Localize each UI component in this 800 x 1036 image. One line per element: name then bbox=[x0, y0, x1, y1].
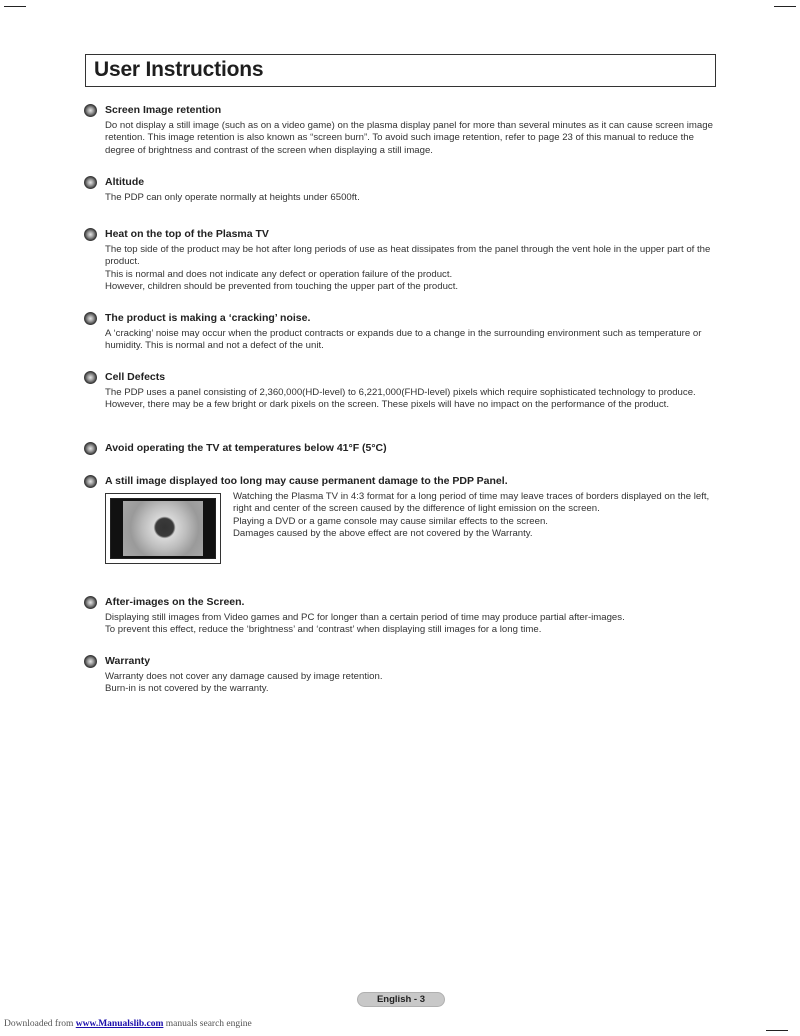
bullet-icon bbox=[84, 475, 97, 488]
bullet-icon bbox=[84, 371, 97, 384]
manualslib-link[interactable]: www.Manualslib.com bbox=[75, 1019, 164, 1029]
section-title: Avoid operating the TV at temperatures below 41°F (5°C) bbox=[105, 442, 387, 454]
paragraph: The PDP can only operate normally at heights under 6500ft. bbox=[105, 192, 360, 203]
section-cell-defects bbox=[84, 371, 714, 412]
crop-mark-top-right bbox=[774, 6, 796, 7]
paragraph: Warranty does not cover any damage caused by image retention. bbox=[105, 671, 383, 682]
bullet-icon bbox=[84, 312, 97, 325]
bullet-icon bbox=[84, 442, 97, 455]
download-footer bbox=[4, 1019, 252, 1029]
section-title: Heat on the top of the Plasma TV bbox=[105, 228, 269, 240]
section-title: After-images on the Screen. bbox=[105, 596, 245, 608]
sunflower-picture bbox=[123, 501, 203, 556]
section-still-image-damage bbox=[84, 475, 714, 566]
section-cracking-noise bbox=[84, 312, 714, 353]
section-body bbox=[105, 328, 714, 353]
paragraph: Do not display a still image (such as on a video game) on the plasma display panel for more than several minutes as it can cause screen image retention. This image retention is also known as “screen burn”. To avoid such image retention, refer to page 23 of this manual to reduce the degree of brightness and contrast of the screen when displaying a still image. bbox=[105, 120, 713, 156]
section-temperature-warning bbox=[84, 442, 714, 458]
bullet-icon bbox=[84, 596, 97, 609]
section-body bbox=[105, 612, 714, 637]
bullet-icon bbox=[84, 655, 97, 668]
section-title: Screen Image retention bbox=[105, 104, 222, 116]
section-body bbox=[105, 387, 714, 412]
page-title: User Instructions bbox=[94, 58, 264, 81]
section-altitude bbox=[84, 176, 714, 204]
footer-suffix: manuals search engine bbox=[163, 1019, 252, 1029]
paragraph: A ‘cracking’ noise may occur when the product contracts or expands due to a change in the surrounding environment such as temperature or humidity. This is normal and not a defect of the unit. bbox=[105, 328, 702, 352]
paragraph: The top side of the product may be hot after long periods of use as heat dissipates from the panel through the vent hole in the upper part of the product. bbox=[105, 244, 711, 268]
page-number-badge: English - 3 bbox=[357, 992, 445, 1007]
crop-mark-bottom-right bbox=[766, 1030, 788, 1031]
section-title: Warranty bbox=[105, 655, 151, 667]
page-title-box bbox=[85, 54, 716, 87]
section-warranty bbox=[84, 655, 714, 696]
section-body bbox=[105, 671, 714, 696]
paragraph: Burn-in is not covered by the warranty. bbox=[105, 683, 269, 695]
crop-mark-top-left bbox=[4, 6, 26, 7]
paragraph: Damages caused by the above effect are not covered by the Warranty. bbox=[233, 528, 533, 540]
paragraph: However, children should be prevented from touching the upper part of the product. bbox=[105, 281, 459, 293]
paragraph: To prevent this effect, reduce the ‘brightness’ and ‘contrast’ when displaying still images for a long time. bbox=[105, 624, 542, 636]
paragraph: Watching the Plasma TV in 4:3 format for a long period of time may leave traces of borders displayed on the left, right and center of the screen caused by the difference of light emission on the screen. bbox=[233, 491, 710, 515]
section-title: A still image displayed too long may cause permanent damage to the PDP Panel. bbox=[105, 475, 508, 487]
section-title: Cell Defects bbox=[105, 371, 166, 383]
tv-4-3-sunflower-image bbox=[105, 493, 221, 564]
bullet-icon bbox=[84, 176, 97, 189]
section-heat-on-top bbox=[84, 228, 714, 294]
footer-prefix: Downloaded from bbox=[4, 1019, 76, 1029]
section-title: Altitude bbox=[105, 176, 145, 188]
section-title: The product is making a ‘cracking’ noise. bbox=[105, 312, 311, 324]
section-after-images bbox=[84, 596, 714, 637]
paragraph: Playing a DVD or a game console may cause similar effects to the screen. bbox=[233, 515, 548, 527]
paragraph: The PDP uses a panel consisting of 2,360,000(HD-level) to 6,221,000(FHD-level) pixels which require sophisticated technology to produce. However, there may be a few bright or dark pixels on the screen. These pixels will have no impact on the performance of the product. bbox=[105, 387, 696, 411]
paragraph: Displaying still images from Video games and PC for longer than a certain period of time may produce partial after-images. bbox=[105, 612, 625, 623]
section-screen-image-retention bbox=[84, 104, 714, 157]
bullet-icon bbox=[84, 104, 97, 117]
section-body bbox=[233, 491, 723, 541]
section-body bbox=[105, 192, 714, 204]
section-body bbox=[105, 244, 714, 294]
bullet-icon bbox=[84, 228, 97, 241]
paragraph: This is normal and does not indicate any defect or operation failure of the product. bbox=[105, 268, 453, 280]
section-body bbox=[105, 120, 714, 157]
